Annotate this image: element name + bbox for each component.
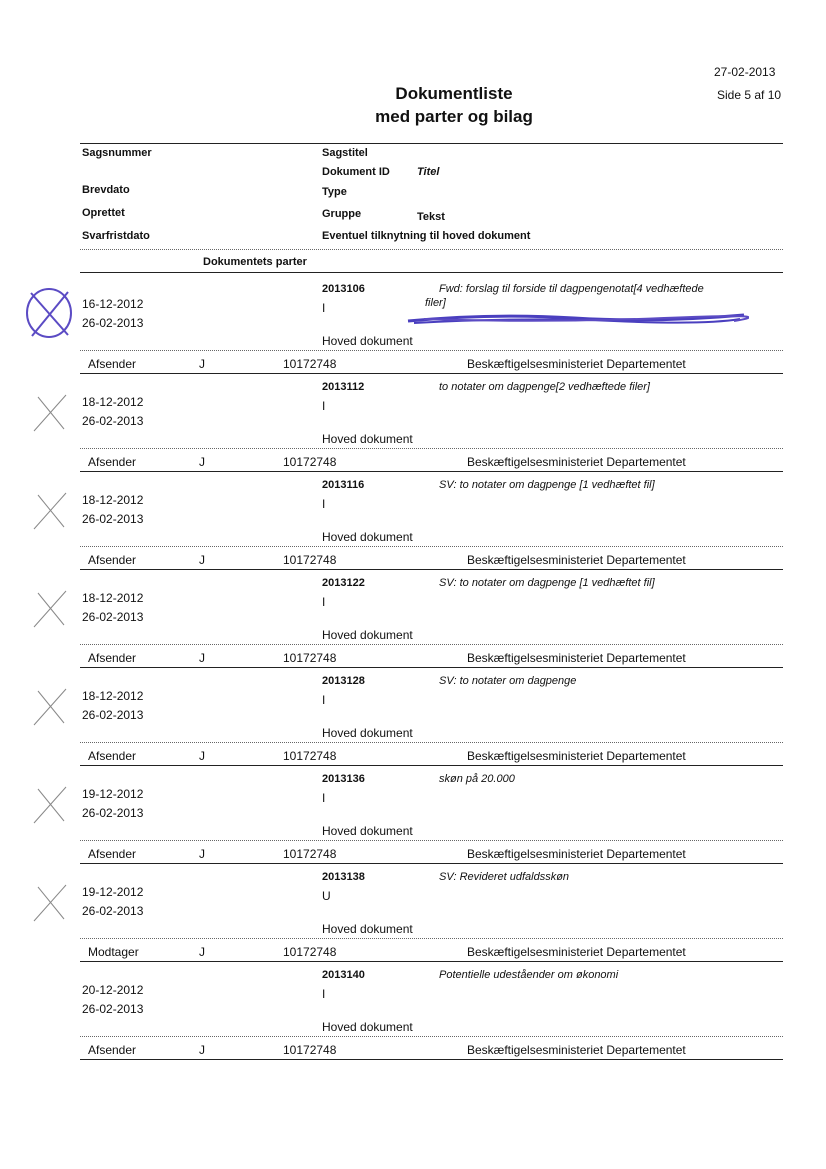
party-code: J xyxy=(199,357,205,371)
party-name: Beskæftigelsesministeriet Departementet xyxy=(467,651,686,665)
document-oprettet: 26-02-2013 xyxy=(82,512,144,526)
document-title: to notater om dagpenge[2 vedhæftede filer] xyxy=(439,381,650,393)
document-oprettet: 26-02-2013 xyxy=(82,806,144,820)
party-name: Beskæftigelsesministeriet Departementet xyxy=(467,455,686,469)
header-bottom-rule xyxy=(80,272,783,273)
party-code: J xyxy=(199,749,205,763)
document-id: 2013140 xyxy=(322,969,365,981)
party-name: Beskæftigelsesministeriet Departementet xyxy=(467,357,686,371)
document-group: Hoved dokument xyxy=(322,922,413,936)
handwritten-x-mark xyxy=(28,391,72,435)
document-brevdato: 18-12-2012 xyxy=(82,395,144,409)
header-type: Type xyxy=(322,186,347,198)
party-role: Afsender xyxy=(88,651,137,665)
party-number: 10172748 xyxy=(283,749,337,763)
record-solid-rule xyxy=(80,961,783,962)
record-solid-rule xyxy=(80,863,783,864)
header-dotted-rule xyxy=(80,249,783,250)
header-oprettet: Oprettet xyxy=(82,207,125,219)
party-code: J xyxy=(199,651,205,665)
document-id: 2013116 xyxy=(322,479,365,491)
document-record xyxy=(0,277,826,375)
party-role: Afsender xyxy=(88,1043,137,1057)
record-dotted-rule xyxy=(80,742,783,743)
record-dotted-rule xyxy=(80,938,783,939)
party-name: Beskæftigelsesministeriet Departementet xyxy=(467,553,686,567)
party-number: 10172748 xyxy=(283,553,337,567)
page-title: Dokumentliste xyxy=(395,84,513,103)
document-group: Hoved dokument xyxy=(322,628,413,642)
document-oprettet: 26-02-2013 xyxy=(82,708,144,722)
party-code: J xyxy=(199,455,205,469)
document-record xyxy=(0,963,826,1061)
document-type: I xyxy=(322,595,326,609)
handwritten-x-mark xyxy=(28,783,72,827)
document-record xyxy=(0,865,826,963)
document-type: I xyxy=(322,791,326,805)
record-dotted-rule xyxy=(80,840,783,841)
header-brevdato: Brevdato xyxy=(82,184,130,196)
record-solid-rule xyxy=(80,667,783,668)
document-id: 2013128 xyxy=(322,675,365,687)
header-gruppe: Gruppe xyxy=(322,208,362,220)
document-type: I xyxy=(322,693,326,707)
document-type: I xyxy=(322,497,326,511)
document-oprettet: 26-02-2013 xyxy=(82,610,144,624)
handwritten-x-mark xyxy=(28,881,72,925)
record-solid-rule xyxy=(80,569,783,570)
document-brevdato: 19-12-2012 xyxy=(82,885,144,899)
document-group: Hoved dokument xyxy=(322,726,413,740)
document-brevdato: 16-12-2012 xyxy=(82,297,144,311)
header-tilknytning: Eventuel tilknytning til hoved dokument xyxy=(322,230,531,242)
record-dotted-rule xyxy=(80,1036,783,1037)
party-code: J xyxy=(199,1043,205,1057)
handwritten-x-mark xyxy=(28,587,72,631)
header-sagstitel: Sagstitel xyxy=(322,147,368,159)
document-type: I xyxy=(322,301,326,315)
document-id: 2013112 xyxy=(322,381,365,393)
document-record xyxy=(0,669,826,767)
handwritten-x-mark xyxy=(28,685,72,729)
party-name: Beskæftigelsesministeriet Departementet xyxy=(467,945,686,959)
party-role: Afsender xyxy=(88,455,137,469)
party-number: 10172748 xyxy=(283,357,337,371)
party-number: 10172748 xyxy=(283,1043,337,1057)
document-brevdato: 18-12-2012 xyxy=(82,689,144,703)
document-oprettet: 26-02-2013 xyxy=(82,1002,144,1016)
party-number: 10172748 xyxy=(283,651,337,665)
document-id: 2013106 xyxy=(322,283,365,295)
record-solid-rule xyxy=(80,765,783,766)
page-subtitle: med parter og bilag xyxy=(375,107,533,126)
document-group: Hoved dokument xyxy=(322,334,413,348)
document-brevdato: 20-12-2012 xyxy=(82,983,144,997)
record-solid-rule xyxy=(80,471,783,472)
document-id: 2013122 xyxy=(322,577,365,589)
header-dokument-id: Dokument ID xyxy=(322,166,390,178)
party-role: Afsender xyxy=(88,847,137,861)
party-role: Afsender xyxy=(88,749,137,763)
document-type: I xyxy=(322,399,326,413)
party-role: Modtager xyxy=(88,945,139,959)
handwritten-circled-x-mark xyxy=(22,283,78,341)
document-title: Potentielle udeståender om økonomi xyxy=(439,969,619,981)
document-title: SV: to notater om dagpenge [1 vedhæftet fil] xyxy=(439,577,655,589)
document-group: Hoved dokument xyxy=(322,1020,413,1034)
document-id: 2013138 xyxy=(322,871,365,883)
header-svarfristdato: Svarfristdato xyxy=(82,230,150,242)
header-parter: Dokumentets parter xyxy=(203,256,307,268)
document-oprettet: 26-02-2013 xyxy=(82,316,144,330)
party-role: Afsender xyxy=(88,357,137,371)
party-number: 10172748 xyxy=(283,847,337,861)
record-solid-rule xyxy=(80,373,783,374)
document-title-continued: filer] xyxy=(425,297,446,309)
document-record xyxy=(0,571,826,669)
document-type: U xyxy=(322,889,331,903)
redaction-scribble xyxy=(404,309,749,329)
document-brevdato: 18-12-2012 xyxy=(82,591,144,605)
document-title: SV: to notater om dagpenge [1 vedhæftet fil] xyxy=(439,479,655,491)
document-title: Fwd: forslag til forside til dagpengenotat[4 vedhæftede xyxy=(439,283,704,295)
print-date: 27-02-2013 xyxy=(714,65,776,79)
document-group: Hoved dokument xyxy=(322,530,413,544)
header-sagsnummer: Sagsnummer xyxy=(82,147,152,159)
party-number: 10172748 xyxy=(283,945,337,959)
document-type: I xyxy=(322,987,326,1001)
document-record xyxy=(0,767,826,865)
party-code: J xyxy=(199,847,205,861)
record-dotted-rule xyxy=(80,546,783,547)
party-number: 10172748 xyxy=(283,455,337,469)
document-oprettet: 26-02-2013 xyxy=(82,414,144,428)
document-title: SV: to notater om dagpenge xyxy=(439,675,577,687)
party-name: Beskæftigelsesministeriet Departementet xyxy=(467,749,686,763)
document-group: Hoved dokument xyxy=(322,824,413,838)
page-number: Side 5 af 10 xyxy=(717,88,782,102)
header-top-rule xyxy=(80,143,783,144)
document-brevdato: 19-12-2012 xyxy=(82,787,144,801)
party-code: J xyxy=(199,553,205,567)
party-name: Beskæftigelsesministeriet Departementet xyxy=(467,1043,686,1057)
party-code: J xyxy=(199,945,205,959)
party-role: Afsender xyxy=(88,553,137,567)
document-record xyxy=(0,473,826,571)
record-dotted-rule xyxy=(80,644,783,645)
party-name: Beskæftigelsesministeriet Departementet xyxy=(467,847,686,861)
record-dotted-rule xyxy=(80,350,783,351)
document-title: SV: Revideret udfaldsskøn xyxy=(439,871,570,883)
header-titel: Titel xyxy=(417,166,440,178)
document-title: skøn på 20.000 xyxy=(439,773,515,785)
handwritten-x-mark xyxy=(28,489,72,533)
document-id: 2013136 xyxy=(322,773,365,785)
document-group: Hoved dokument xyxy=(322,432,413,446)
document-brevdato: 18-12-2012 xyxy=(82,493,144,507)
record-solid-rule xyxy=(80,1059,783,1060)
document-oprettet: 26-02-2013 xyxy=(82,904,144,918)
record-dotted-rule xyxy=(80,448,783,449)
header-tekst: Tekst xyxy=(417,211,445,223)
document-record xyxy=(0,375,826,473)
